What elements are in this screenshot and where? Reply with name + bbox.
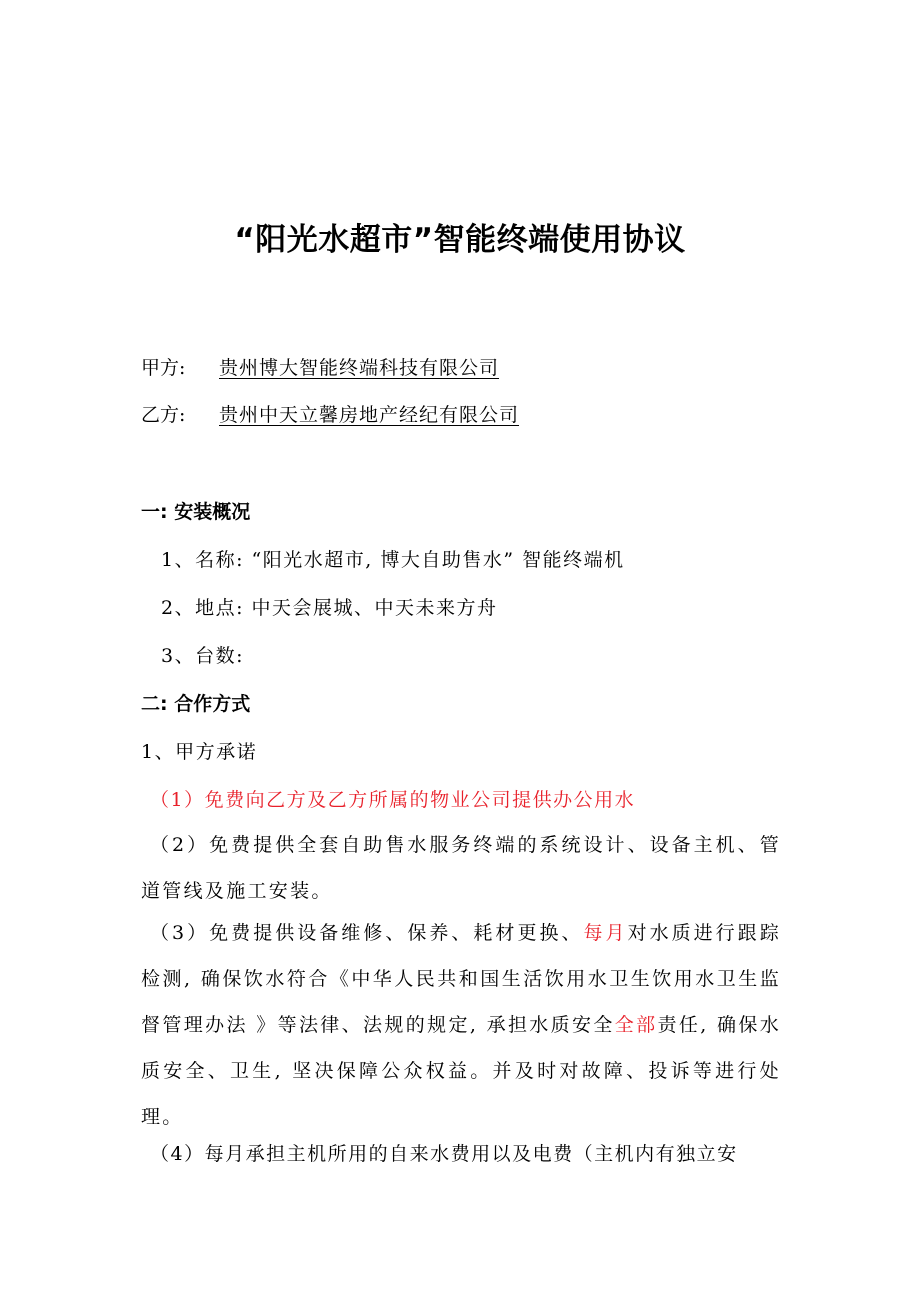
commitment-4: （4）每月承担主机所用的自来水费用以及电费（主机内有独立安: [150, 1143, 738, 1165]
party-a-commitment-heading: 1、甲方承诺: [141, 741, 258, 763]
section-1-item-name: 1、名称: “阳光水超市, 博大自助售水” 智能终端机: [161, 549, 625, 571]
party-a-name: 贵州博大智能终端科技有限公司: [219, 357, 500, 379]
section-2-heading: 二: 合作方式: [141, 693, 251, 715]
section-1-item-count: 3、台数:: [161, 645, 244, 667]
commitment-1: （1）免费向乙方及乙方所属的物业公司提供办公用水: [150, 789, 636, 811]
section-1-heading: 一: 安装概况: [141, 501, 251, 523]
party-b-name: 贵州中天立馨房地产经纪有限公司: [219, 404, 520, 426]
party-a-row: [141, 355, 499, 381]
commitment-3-part3: 责任, 确保水质安全、卫生, 坚决保障公众权益。并及时对故障、投诉等进行处理。: [141, 1014, 781, 1128]
section-1-item-location: 2、地点: 中天会展城、中天未来方舟: [161, 597, 498, 619]
document-title: “阳光水超市”智能终端使用协议: [234, 222, 686, 258]
commitment-3-part1: （3）免费提供设备维修、保养、耗材更换、: [150, 922, 584, 944]
commitment-2: （2）免费提供全套自助售水服务终端的系统设计、设备主机、管道管线及施工安装。: [141, 834, 781, 902]
commitment-3: [141, 910, 781, 1140]
commitment-3-highlight-monthly: 每月: [583, 922, 628, 944]
party-a-label: 甲方:: [141, 357, 186, 379]
party-b-label: 乙方:: [141, 404, 186, 426]
party-b-row: [141, 402, 519, 428]
commitment-3-highlight-all: 全部: [614, 1014, 658, 1036]
commitment-3-part2: 对水质进行跟踪检测, 确保饮水符合《中华人民共和国生活饮用水卫生饮用水卫生监督管理办法 》等法律、法规的规定, 承担水质安全: [141, 922, 781, 1036]
